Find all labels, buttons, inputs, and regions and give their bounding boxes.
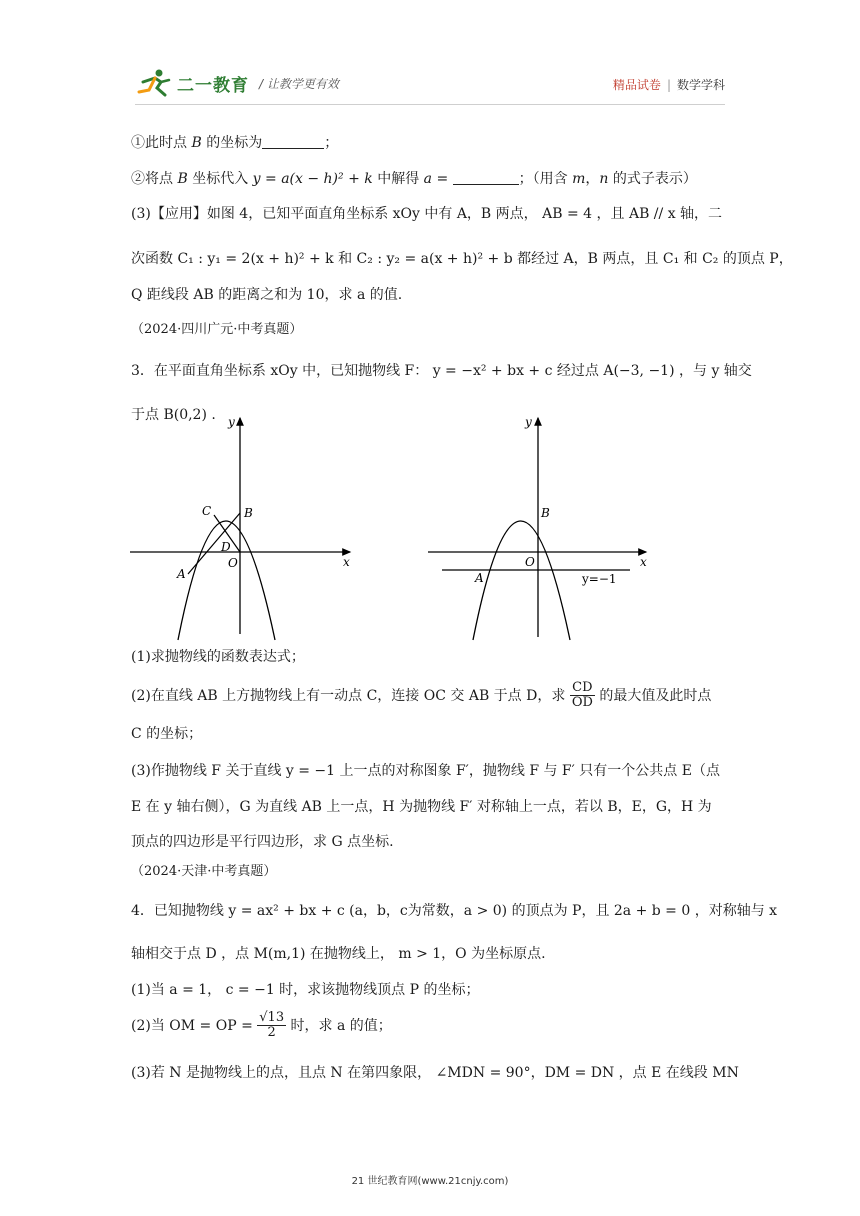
fig1-label: B [244,506,253,520]
text-line: E 在 y 轴右侧），G 为直线 AB 上一点，H 为抛物线 F′ 对称轴上一点，若以 B，E，G，H 为 [131,799,712,815]
text-line: (3)若 N 是抛物线上的点，且点 N 在第四象限， ∠MDN = 90°，DM = DN ，点 E 在线段 MN [131,1065,739,1081]
header-divider [135,104,725,105]
answer-blank [453,170,519,185]
source-note: （2024·四川广元·中考真题） [131,322,303,337]
fraction: $\frac{CD}{OD}$ [571,680,593,711]
parabola-figures [120,412,680,642]
parabola-curve [473,521,570,640]
fraction: $\frac{√13}{2}$ [259,1010,285,1041]
runner-icon [135,68,173,98]
brand-name: 二一教育 [177,75,249,96]
figure-2 [428,415,647,640]
figure-1 [130,415,350,640]
premium-tag: 精品试卷 [612,78,661,92]
page-footer: 21 世纪教育网(www.21cnjy.com) [351,1176,509,1187]
text-line: (1)求抛物线的函数表达式； [131,649,305,665]
source-note: （2024·天津·中考真题） [131,864,277,879]
fig2-label: y [525,415,532,429]
text-line: Q 距线段 AB 的距离之和为 10，求 a 的值. [131,287,403,303]
vertex-formula: y = a(x − h)² + k [252,171,373,187]
text-line: 轴相交于点 D ，点 M(m,1) 在抛物线上， m > 1，O 为坐标原点. [131,946,546,962]
brand-logo [135,68,339,98]
text-line: 次函数 C₁ : y₁ = 2(x + h)² + k 和 C₂ : y₂ = a(x + h)² + b 都经过 A，B 两点，且 C₁ 和 C₂ 的顶点 P， [131,251,793,267]
brand-slogan: / 让教学更有效 [259,76,339,91]
text-line: (2)当 OM = OP = $\frac{√13}{2}$ 时，求 a 的值； [131,1010,392,1041]
text-line: 顶点的四边形是平行四边形，求 G 点坐标. [131,834,394,850]
fig1-label: y [228,415,235,429]
figures [120,412,680,642]
text-line: 3．在平面直角坐标系 xOy 中，已知抛物线 F： y = −x² + bx + c 经过点 A(−3, −1) ，与 y 轴交 [131,363,752,379]
fig1-label: A [177,567,186,581]
text-line: ②将点 B 坐标代入 y = a(x − h)² + k 中解得 a = ；（用含 m，n 的式子表示） [131,171,697,187]
fig2-label: O [525,555,535,569]
text-line: 4．已知抛物线 y = ax² + bx + c (a，b，c为常数，a > 0) 的顶点为 P，且 2a + b = 0 ，对称轴与 x [131,903,778,919]
fig2-label: A [475,571,484,585]
fig1-label: O [228,556,238,570]
text-line: (3)作抛物线 F 关于直线 y = −1 上一点的对称图象 F′，抛物线 F 与 F′ 只有一个公共点 E（点 [131,763,720,779]
subject-tag: 数学学科 [676,78,725,92]
text-line: (1)当 a = 1， c = −1 时，求该抛物线顶点 P 的坐标； [131,982,480,998]
text-line: ①此时点 B 的坐标为 ； [131,135,339,151]
fig1-label: C [202,504,212,518]
fig1-label: D [221,540,231,554]
parabola-curve [178,521,275,640]
fig1-label: x [343,555,350,569]
page-header [135,62,725,112]
answer-blank [262,134,324,149]
fig2-label: B [541,506,550,520]
text-line: 于点 B(0,2) . [131,407,216,423]
text-line: (3)【应用】如图 4，已知平面直角坐标系 xOy 中有 A，B 两点， AB = 4 ，且 AB // x 轴，二 [131,206,723,222]
text-line: (2)在直线 AB 上方抛物线上有一动点 C，连接 OC 交 AB 于点 D，求 $\frac{CD}{OD}$ 的最大值及此时点 [131,680,712,711]
header-tags: 精品试卷 | 数学学科 [612,78,725,92]
text-line: C 的坐标； [131,726,203,742]
fig2-label: y=−1 [582,572,617,586]
fig2-label: x [640,555,647,569]
